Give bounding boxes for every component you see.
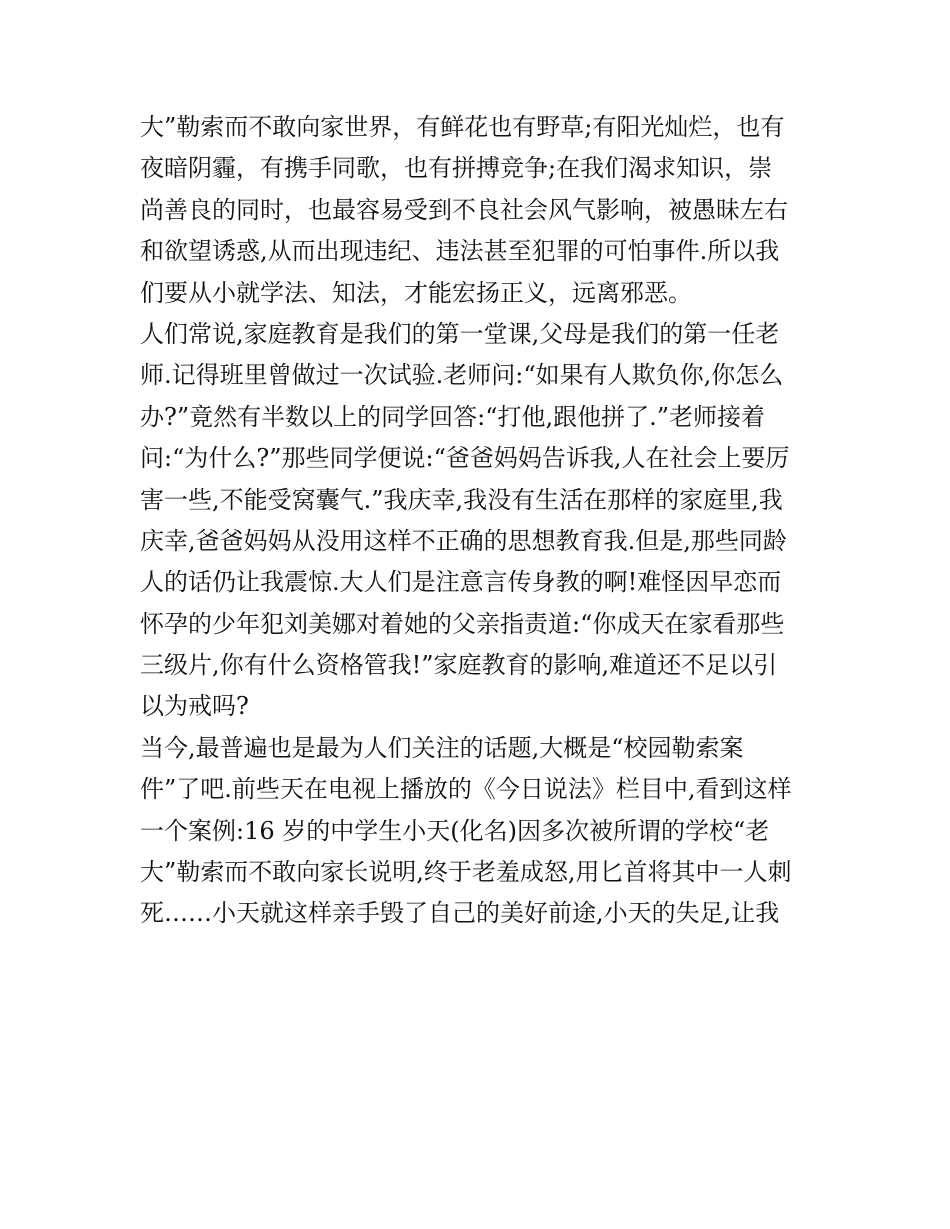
text-line: 尚善良的同时，也最容易受到不良社会风气影响，被愚昧左右	[140, 195, 788, 224]
text-line: 大”勒索而不敢向家世界，有鲜花也有野草;有阳光灿烂，也有	[140, 113, 785, 141]
text-line: 人的话仍让我震惊.大人们是注意言传身教的啊!难怪因早恋而	[140, 568, 782, 597]
text-line: 问:“为什么?”那些同学便说:“爸爸妈妈告诉我,人在社会上要厉	[140, 444, 790, 473]
text-line: 件”了吧.前些天在电视上播放的《今日说法》栏目中,看到这样	[140, 775, 792, 804]
text-line: 大”勒索而不敢向家长说明,终于老羞成怒,用匕首将其中一人刺	[140, 858, 792, 887]
text-line: 办?”竟然有半数以上的同学回答:“打他,跟他拼了.”老师接着	[140, 402, 766, 431]
text-line: 怀孕的少年犯刘美娜对着她的父亲指责道:“你成天在家看那些	[140, 609, 785, 638]
text-line: 们要从小就学法、知法，才能宏扬正义，远离邪恶。	[140, 278, 692, 307]
text-line: 死……小天就这样亲手毁了自己的美好前途,小天的失足,让我	[140, 899, 780, 928]
document-body	[140, 107, 820, 935]
text-line: 人们常说,家庭教育是我们的第一堂课,父母是我们的第一任老	[140, 319, 780, 348]
text-line: 三级片,你有什么资格管我!”家庭教育的影响,难道还不足以引	[140, 651, 778, 680]
text-line: 害一些,不能受窝囊气.”我庆幸,我没有生活在那样的家庭里,我	[140, 485, 783, 514]
text-line: 一个案例:16 岁的中学生小天(化名)因多次被所谓的学校“老	[140, 816, 770, 845]
text-line: 当今,最普遍也是最为人们关注的话题,大概是“校园勒索案	[140, 733, 744, 762]
text-line: 和欲望诱惑,从而出现违纪、违法甚至犯罪的可怕事件.所以我	[140, 237, 780, 266]
text-line: 夜暗阴霾，有携手同歌，也有拼搏竞争;在我们渴求知识，崇	[140, 154, 773, 183]
text-line: 师.记得班里曾做过一次试验.老师问:“如果有人欺负你,你怎么	[140, 361, 784, 390]
text-line: 以为戒吗?	[140, 692, 249, 721]
text-line: 庆幸,爸爸妈妈从没用这样不正确的思想教育我.但是,那些同龄	[140, 526, 787, 555]
